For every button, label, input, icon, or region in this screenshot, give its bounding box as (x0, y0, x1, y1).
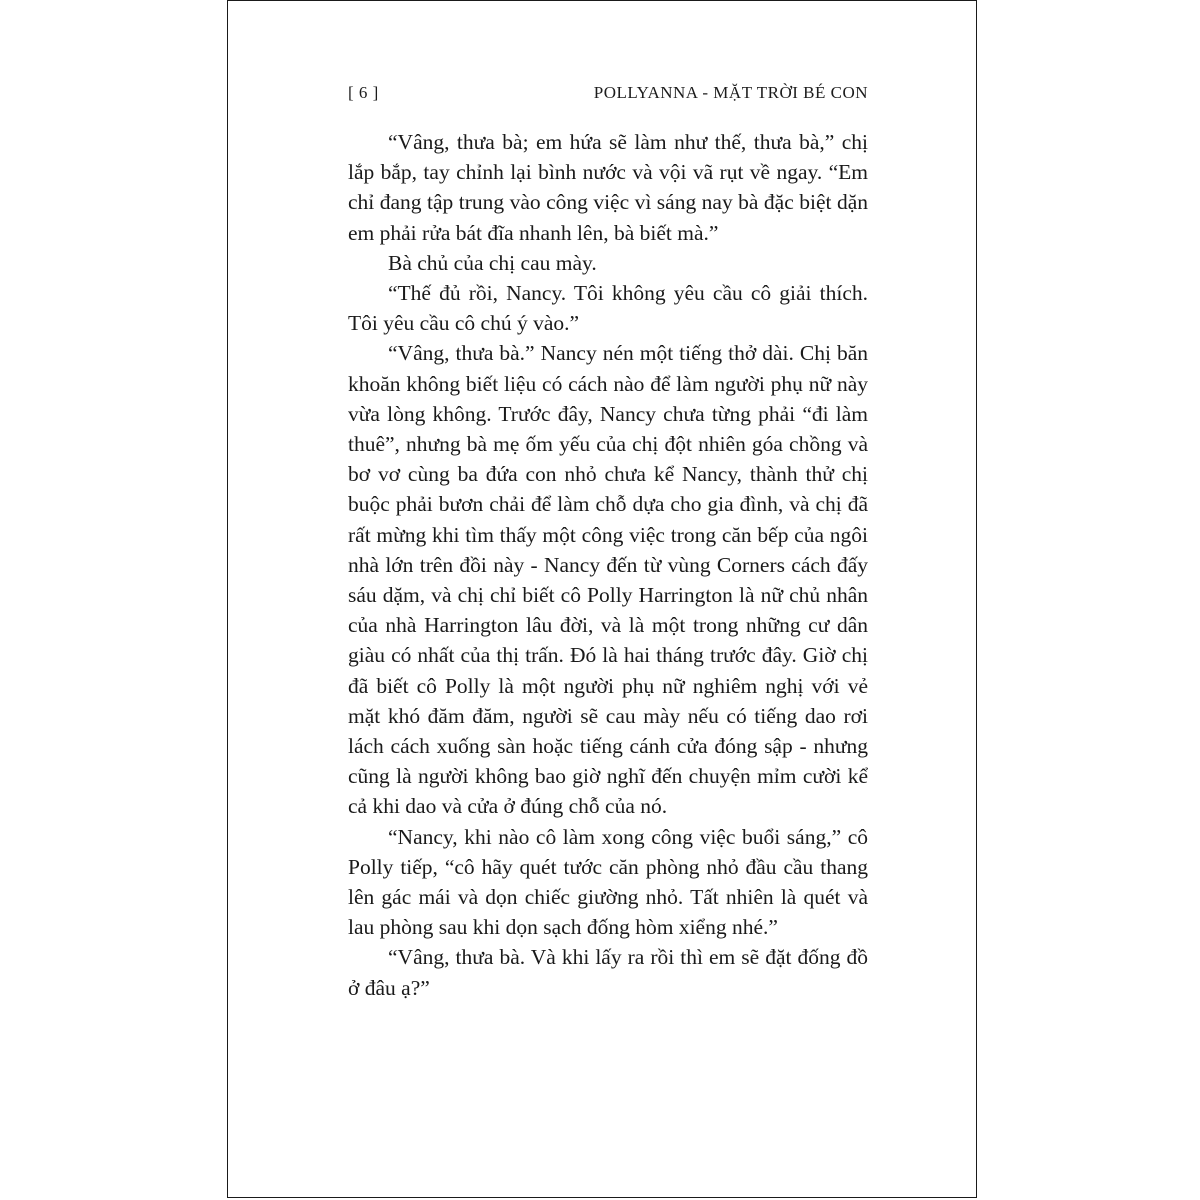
book-title: POLLYANNA - MẶT TRỜI BÉ CON (593, 83, 868, 102)
paragraph: “Nancy, khi nào cô làm xong công việc buổi sáng,” cô Polly tiếp, “cô hãy quét tước căn phòng nhỏ đầu cầu thang lên gác mái và dọn chiếc giường nhỏ. Tất nhiên là quét và lau phòng sau khi dọn sạch đống hòm xiểng nhé.” (348, 824, 868, 940)
page-number: [ 6 ] (348, 83, 379, 102)
paragraph: “Vâng, thưa bà.” Nancy nén một tiếng thở dài. Chị băn khoăn không biết liệu có cách nào để làm người phụ nữ này vừa lòng không. Trước đây, Nancy chưa từng phải “đi làm thuê”, nhưng bà mẹ ốm yếu của chị đột nhiên góa chồng và bơ vơ cùng ba đứa con nhỏ chưa kể Nancy, thành thử chị buộc phải bươn chải để làm chỗ dựa cho gia đình, và chị đã rất mừng khi tìm thấy một công việc trong căn bếp của ngôi nhà lớn trên đồi này - Nancy đến từ vùng Corners cách đấy sáu dặm, và chị chỉ biết cô Polly Harrington là nữ chủ nhân của nhà Harrington lâu đời, và là một trong những cư dân giàu có nhất của thị trấn. Đó là hai tháng trước đây. Giờ chị đã biết cô Polly là một người phụ nữ nghiêm nghị với vẻ mặt khó đăm đăm, người sẽ cau mày nếu có tiếng dao rơi lách cách xuống sàn hoặc tiếng cánh cửa đóng sập - nhưng cũng là người không bao giờ nghĩ đến chuyện mỉm cười kể cả khi dao và cửa ở đúng chỗ của nó. (348, 341, 868, 819)
paragraph: “Vâng, thưa bà; em hứa sẽ làm như thế, thưa bà,” chị lắp bắp, tay chỉnh lại bình nước và vội vã rụt về ngay. “Em chỉ đang tập trung vào công việc vì sáng nay bà đặc biệt dặn em phải rửa bát đĩa nhanh lên, bà biết mà.” (348, 130, 868, 245)
body-text (348, 127, 868, 1003)
paragraph: Bà chủ của chị cau mày. (388, 250, 597, 275)
paragraph: “Vâng, thưa bà. Và khi lấy ra rồi thì em sẽ đặt đống đồ ở đâu ạ?” (348, 945, 868, 1000)
paragraph: “Thế đủ rồi, Nancy. Tôi không yêu cầu cô giải thích. Tôi yêu cầu cô chú ý vào.” (348, 281, 868, 336)
running-head (348, 83, 868, 107)
